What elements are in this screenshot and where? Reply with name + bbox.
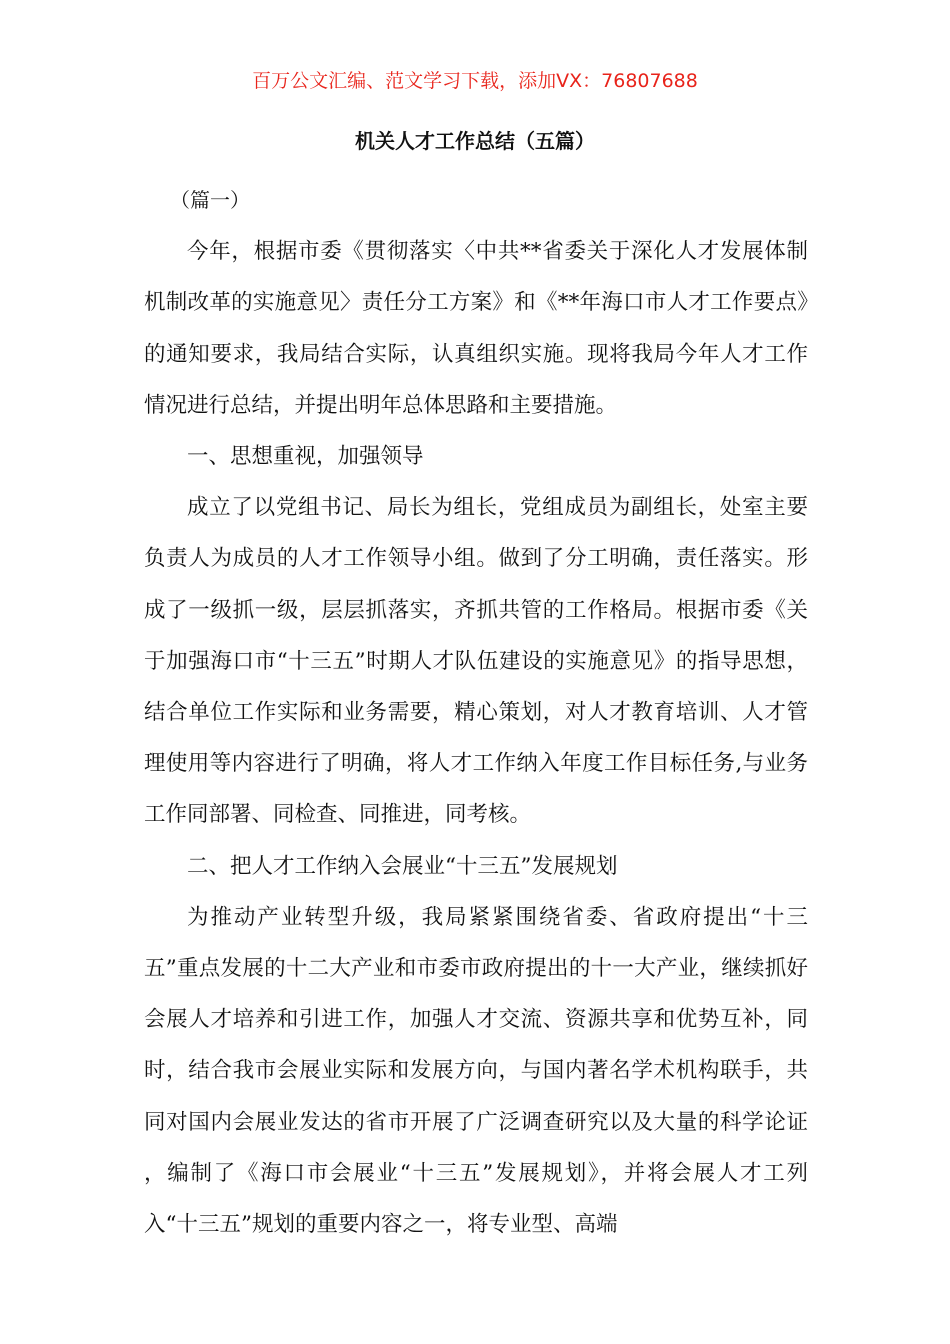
document-title: 机关人才工作总结（五篇）	[355, 129, 595, 153]
promo-banner: 百万公文汇编、范文学习下载，添加VX：76807688	[252, 70, 698, 92]
section-heading-1: 一、思想重视，加强领导	[187, 444, 424, 470]
section-1-paragraph: 成立了以党组书记、局长为组长，党组成员为副组长，处室主要负责人为成员的人才工作领导小组。做到了分工明确，责任落实。形成了一级抓一级，层层抓落实，齐抓共管的工作格局。根据市委《关于加强海口市“十三五”时期人才队伍建设的实施意见》的指导思想，结合单位工作实际和业务需要，精心策划，对人才教育培训、人才管理使用等内容进行了明确，将人才工作纳入年度工作目标任务,与业务工作同部署、同检查、同推进，同考核。	[144, 495, 808, 828]
section-heading-2: 二、把人才工作纳入会展业“十三五”发展规划	[187, 853, 618, 879]
part-label: （篇一）	[170, 188, 250, 212]
intro-paragraph: 今年，根据市委《贯彻落实〈中共**省委关于深化人才发展体制机制改革的实施意见〉责任分工方案》和《**年海口市人才工作要点》的通知要求，我局结合实际，认真组织实施。现将我局今年人才工作情况进行总结，并提出明年总体思路和主要措施。	[144, 239, 808, 418]
document-body	[144, 175, 808, 1250]
section-2-paragraph: 为推动产业转型升级，我局紧紧围绕省委、省政府提出“十三五”重点发展的十二大产业和市委市政府提出的十一大产业，继续抓好会展人才培养和引进工作，加强人才交流、资源共享和优势互补，同时，结合我市会展业实际和发展方向，与国内著名学术机构联手，共同对国内会展业发达的省市开展了广泛调查研究以及大量的科学论证 ，编制了《海口市会展业“十三五”发展规划》，并将会展人才工列入“十三五”规划的重要内容之一，将专业型、高端	[144, 904, 808, 1238]
